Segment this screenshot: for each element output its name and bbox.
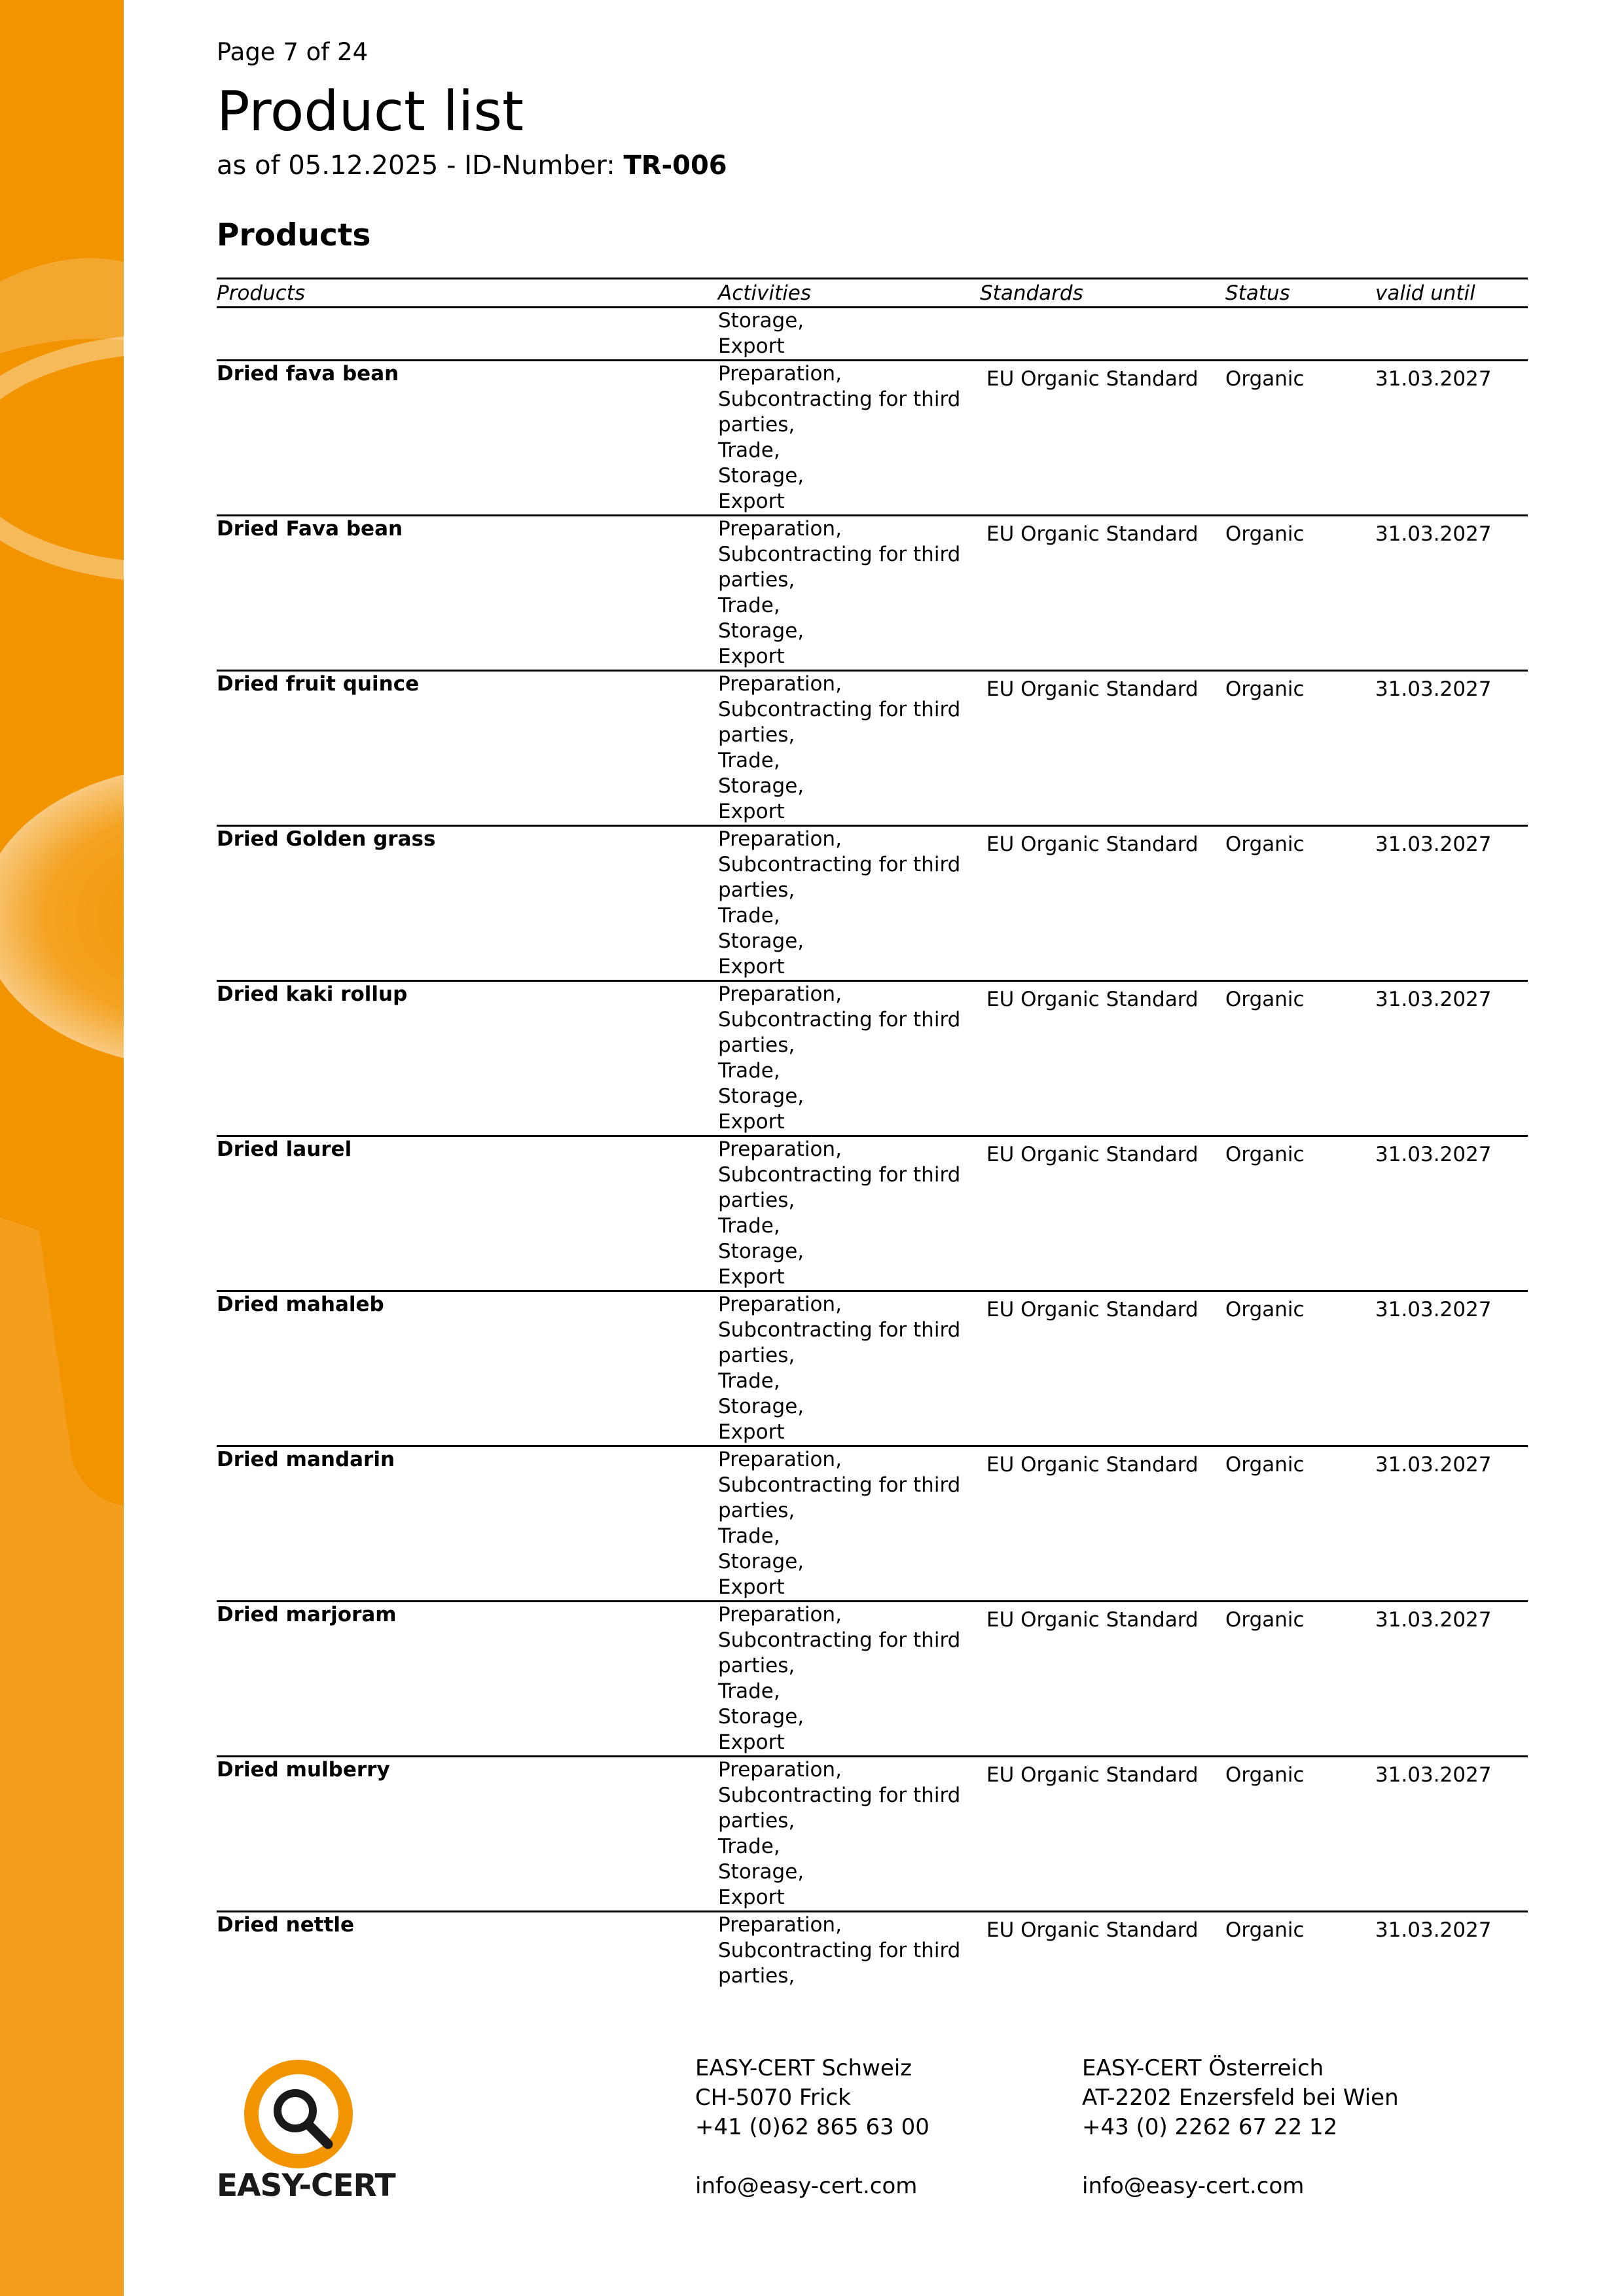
valid-until-cell: 31.03.2027 <box>1375 981 1528 1136</box>
office-phone: +43 (0) 2262 67 22 12 <box>1082 2114 1338 2140</box>
activity-line: Trade, <box>718 1524 780 1548</box>
product-name-cell: Dried marjoram <box>217 1602 718 1757</box>
product-name-cell: Dried laurel <box>217 1136 718 1291</box>
activity-line: Trade, <box>718 904 780 927</box>
activity-line: Export <box>718 955 785 978</box>
valid-until-cell: 31.03.2027 <box>1375 516 1528 671</box>
status-cell: Organic <box>1225 1602 1375 1757</box>
activity-line: Export <box>718 645 785 668</box>
activity-line: Trade, <box>718 439 780 462</box>
office-switzerland <box>695 2054 929 2201</box>
activity-line: Subcontracting for third <box>718 698 961 721</box>
standard-cell: EU Organic Standard <box>980 1602 1225 1757</box>
activity-line: Trade, <box>718 1059 780 1083</box>
activity-line: Storage, <box>718 929 804 953</box>
standard-cell: EU Organic Standard <box>980 671 1225 826</box>
standard-cell: EU Organic Standard <box>980 1446 1225 1602</box>
table-row <box>217 361 1528 516</box>
activity-line: Subcontracting for third <box>718 1008 961 1031</box>
table-row <box>217 671 1528 826</box>
activities-cell <box>718 1602 980 1757</box>
column-header-products: Products <box>217 279 718 308</box>
activity-line: parties, <box>718 723 795 747</box>
table-row <box>217 516 1528 671</box>
column-header-standards: Standards <box>980 279 1225 308</box>
valid-until-cell: 31.03.2027 <box>1375 1757 1528 1912</box>
activity-line: Preparation, <box>718 1448 842 1471</box>
logo-wordmark: EASY-CERT <box>217 2168 395 2204</box>
activity-line: Preparation, <box>718 827 842 851</box>
standard-cell: EU Organic Standard <box>980 981 1225 1136</box>
activity-line: parties, <box>718 1809 795 1833</box>
product-name-cell: Dried mahaleb <box>217 1291 718 1446</box>
activity-line: Export <box>718 1420 785 1444</box>
table-row <box>217 981 1528 1136</box>
activity-line: Preparation, <box>718 1603 842 1626</box>
activity-line: parties, <box>718 1033 795 1057</box>
activity-line: Subcontracting for third <box>718 1939 961 1962</box>
activity-line: Subcontracting for third <box>718 543 961 566</box>
valid-until-cell: 31.03.2027 <box>1375 1918 1492 1942</box>
valid-until-cell: 31.03.2027 <box>1375 671 1528 826</box>
activities-cell <box>718 1912 980 1990</box>
activity-line: parties, <box>718 1964 795 1988</box>
activity-line: parties, <box>718 1499 795 1522</box>
office-city: AT-2202 Enzersfeld bei Wien <box>1082 2085 1399 2111</box>
product-name-cell: Dried kaki rollup <box>217 981 718 1136</box>
product-name-cell: Dried Fava bean <box>217 516 718 671</box>
page-number: Page 7 of 24 <box>217 38 369 66</box>
continuation-standard-cell <box>980 308 1225 361</box>
activities-cell <box>718 1136 980 1291</box>
activity-line: Subcontracting for third <box>718 853 961 876</box>
column-header-status: Status <box>1225 279 1375 308</box>
activity-line: Export <box>718 490 785 513</box>
table-row <box>217 1757 1528 1912</box>
activity-line: Subcontracting for third <box>718 1473 961 1497</box>
activity-line: Storage, <box>718 1085 804 1108</box>
activity-line: Trade, <box>718 1679 780 1703</box>
activity-line: Trade, <box>718 1369 780 1393</box>
activity-line: Export <box>718 1265 785 1289</box>
activity-line: Storage, <box>718 309 804 332</box>
status-cell: Organic <box>1225 671 1375 826</box>
office-phone: +41 (0)62 865 63 00 <box>695 2114 929 2140</box>
office-email: info@easy-cert.com <box>1082 2173 1305 2199</box>
activity-line: Subcontracting for third <box>718 1318 961 1342</box>
activities-cell <box>718 1291 980 1446</box>
table-row <box>217 1446 1528 1602</box>
activity-line: Export <box>718 1575 785 1599</box>
activity-line: Storage, <box>718 1395 804 1418</box>
activity-line: Export <box>718 334 785 358</box>
activity-line: Preparation, <box>718 1138 842 1161</box>
activity-line: Subcontracting for third <box>718 1784 961 1807</box>
continuation-product-cell <box>217 308 718 361</box>
activity-line: Export <box>718 1110 785 1134</box>
continuation-valid-cell <box>1375 308 1528 361</box>
valid-until-cell: 31.03.2027 <box>1375 1602 1528 1757</box>
status-cell: Organic <box>1225 516 1375 671</box>
activities-cell <box>718 1757 980 1912</box>
activity-line: Preparation, <box>718 1913 842 1937</box>
activity-line: parties, <box>718 413 795 437</box>
column-header-activities: Activities <box>718 279 980 308</box>
page-title: Product list <box>217 79 524 143</box>
activity-line: Storage, <box>718 1860 804 1884</box>
activity-line: Preparation, <box>718 1758 842 1782</box>
product-name-cell: Dried mulberry <box>217 1757 718 1912</box>
product-name-cell: Dried Golden grass <box>217 826 718 981</box>
activity-line: Trade, <box>718 594 780 617</box>
activity-line: Trade, <box>718 749 780 772</box>
activity-line: Subcontracting for third <box>718 1628 961 1652</box>
valid-until-cell: 31.03.2027 <box>1375 1446 1528 1602</box>
activity-line: Trade, <box>718 1835 780 1858</box>
column-header-valid-until: valid until <box>1375 279 1528 308</box>
valid-until-cell: 31.03.2027 <box>1375 1291 1528 1446</box>
activities-cell <box>718 361 980 516</box>
valid-until-cell: 31.03.2027 <box>1375 1136 1528 1291</box>
standard-cell: EU Organic Standard <box>980 516 1225 671</box>
activity-line: Preparation, <box>718 672 842 696</box>
activity-line: Subcontracting for third <box>718 387 961 411</box>
subtitle-date: as of 05.12.2025 - ID-Number: <box>217 151 624 181</box>
activity-line: Preparation, <box>718 362 842 386</box>
activity-line: parties, <box>718 1189 795 1212</box>
table-row <box>217 826 1528 981</box>
activities-cell <box>718 826 980 981</box>
activity-line: Preparation, <box>718 982 842 1006</box>
standard-cell: EU Organic Standard <box>980 1291 1225 1446</box>
status-cell: Organic <box>1225 1757 1375 1912</box>
activity-line: Export <box>718 800 785 823</box>
activities-cell <box>718 671 980 826</box>
continuation-row <box>217 308 1528 361</box>
standard-cell: EU Organic Standard <box>980 1136 1225 1291</box>
section-heading: Products <box>217 217 371 253</box>
table-row <box>217 1602 1528 1757</box>
status-cell: Organic <box>1225 1291 1375 1446</box>
status-cell: Organic <box>1225 826 1375 981</box>
office-city: CH-5070 Frick <box>695 2085 851 2111</box>
activity-line: Trade, <box>718 1214 780 1238</box>
table-body <box>217 308 1528 1990</box>
table-row <box>217 1136 1528 1291</box>
products-table <box>217 278 1528 1989</box>
table-row <box>217 1291 1528 1446</box>
office-email: info@easy-cert.com <box>695 2173 918 2199</box>
continuation-status-cell <box>1225 308 1375 361</box>
status-cell: Organic <box>1225 981 1375 1136</box>
activity-line: Storage, <box>718 1550 804 1573</box>
activities-cell <box>718 1446 980 1602</box>
activities-cell <box>718 516 980 671</box>
standard-cell: EU Organic Standard <box>986 1918 1199 1942</box>
activity-line: Preparation, <box>718 1293 842 1316</box>
status-cell: Organic <box>1225 1136 1375 1291</box>
activity-line: Storage, <box>718 464 804 488</box>
standard-cell: EU Organic Standard <box>980 1757 1225 1912</box>
activity-line: parties, <box>718 878 795 902</box>
standard-cell: EU Organic Standard <box>980 826 1225 981</box>
valid-until-cell: 31.03.2027 <box>1375 361 1528 516</box>
product-name-cell: Dried fruit quince <box>217 671 718 826</box>
side-band-watermark <box>0 0 124 2296</box>
office-name: EASY-CERT Österreich <box>1082 2055 1324 2081</box>
activity-line: Storage, <box>718 1705 804 1729</box>
product-name-cell: Dried fava bean <box>217 361 718 516</box>
status-cell: Organic <box>1225 1446 1375 1602</box>
status-cell: Organic <box>1225 1918 1305 1942</box>
activities-cell <box>718 981 980 1136</box>
activity-line: parties, <box>718 568 795 592</box>
activity-line: Export <box>718 1731 785 1754</box>
activity-line: Subcontracting for third <box>718 1163 961 1187</box>
activity-line: parties, <box>718 1654 795 1677</box>
activity-line: parties, <box>718 1344 795 1367</box>
office-name: EASY-CERT Schweiz <box>695 2055 912 2081</box>
product-name-cell: Dried mandarin <box>217 1446 718 1602</box>
page-subtitle <box>217 151 727 181</box>
product-name-cell: Dried nettle <box>217 1913 355 1937</box>
standard-cell: EU Organic Standard <box>980 361 1225 516</box>
office-austria <box>1082 2054 1399 2201</box>
orange-side-band <box>0 0 124 2296</box>
status-cell: Organic <box>1225 361 1375 516</box>
activity-line: Storage, <box>718 619 804 643</box>
continuation-activities-cell <box>718 308 980 361</box>
activity-line: Export <box>718 1886 785 1909</box>
table-header-row <box>217 279 1528 308</box>
activity-line: Preparation, <box>718 517 842 541</box>
id-number: TR-006 <box>623 151 727 181</box>
activity-line: Storage, <box>718 774 804 798</box>
activity-line: Storage, <box>718 1240 804 1263</box>
table-row <box>217 1912 1528 1990</box>
valid-until-cell: 31.03.2027 <box>1375 826 1528 981</box>
